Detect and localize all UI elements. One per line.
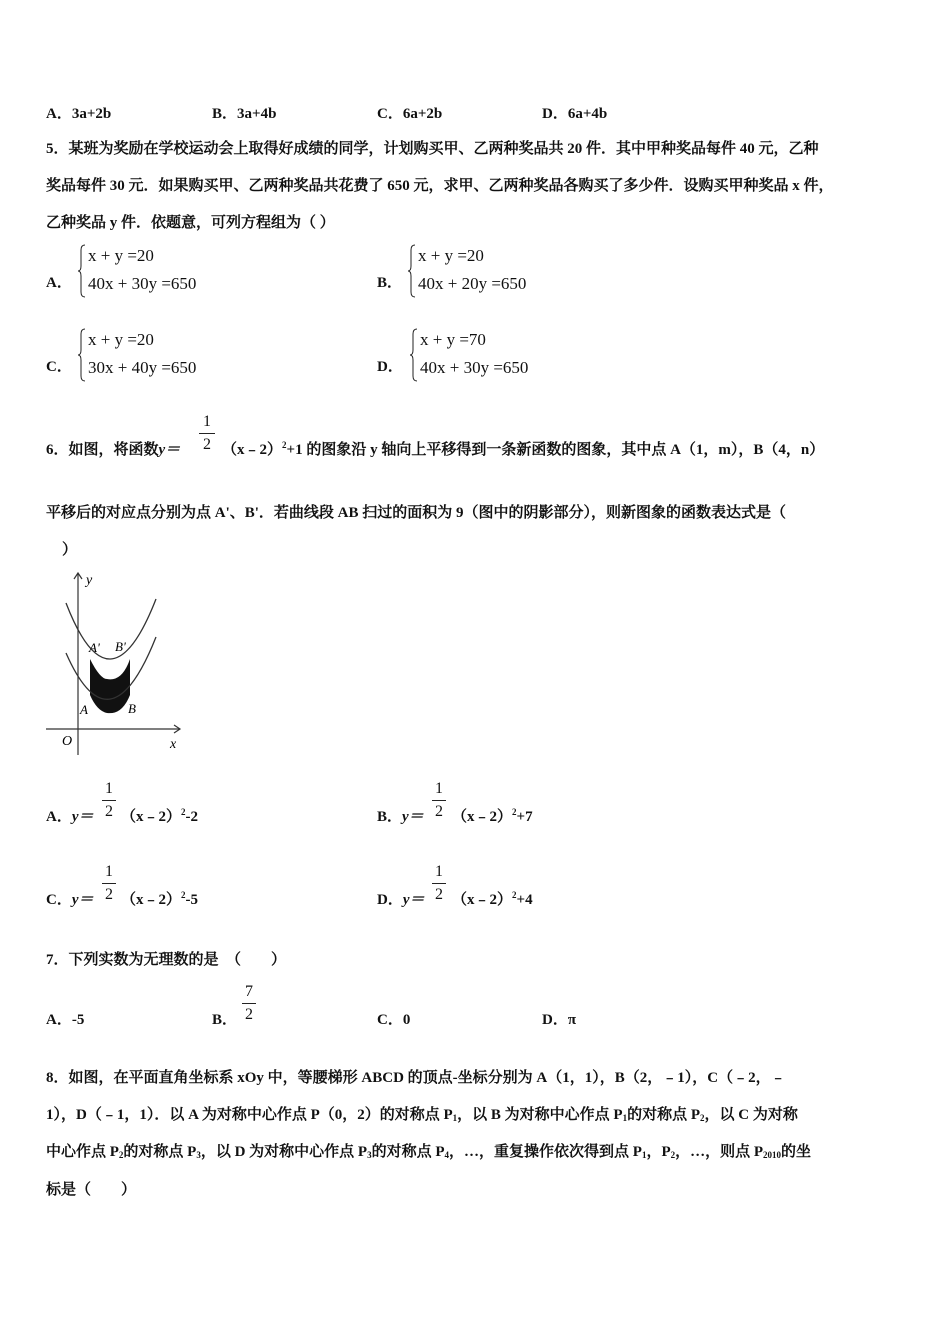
q6-option-a-tail: （x﹣2）$^2$-2 xyxy=(121,807,199,825)
brace-icon xyxy=(408,244,416,298)
y-axis-label: y xyxy=(86,573,93,588)
q6-option-b-fraction: 1 2 xyxy=(432,779,446,822)
q4-option-b: B．3a+4b xyxy=(212,106,277,122)
x-axis-label: x xyxy=(170,737,177,752)
q7-option-b: B． xyxy=(212,1012,238,1028)
q6-option-a-fraction: 1 2 xyxy=(102,779,116,822)
q7-option-d: D．π xyxy=(542,1012,577,1028)
point-b-prime-label: B' xyxy=(115,639,126,654)
q5-option-b-label: B． xyxy=(377,275,403,291)
q4-option-c: C．6a+2b xyxy=(377,106,443,122)
point-a-label: A xyxy=(80,702,88,717)
q8-stem-line1: 8．如图，在平面直角坐标系 xOy 中，等腰梯形 ABCD 的顶点-坐标分别为 A（1，1），B（2，﹣1），C（﹣2，﹣ xyxy=(46,1070,786,1086)
q6-option-a: A．y＝ xyxy=(46,809,94,825)
q6-option-c: C．y＝ xyxy=(46,892,94,908)
q5-option-d-label: D． xyxy=(377,359,403,375)
q7-option-c: C．0 xyxy=(377,1012,411,1028)
q4-option-d: D．6a+4b xyxy=(542,106,608,122)
q6-stem-tail: （x﹣2）$^2$+1 的图象沿 y 轴向上平移得到一条新函数的图象，其中点 A（1，m），B（4，n） xyxy=(222,440,825,458)
q6-parabola-figure xyxy=(42,567,192,757)
q6-option-d-tail: （x﹣2）$^2$+4 xyxy=(452,890,533,908)
upper-parabola xyxy=(66,599,156,659)
q6-option-d: D．y＝ xyxy=(377,892,425,908)
q6-option-c-fraction: 1 2 xyxy=(102,862,116,905)
brace-icon xyxy=(410,328,418,382)
q6-option-b-tail: （x﹣2）$^2$+7 xyxy=(452,807,533,825)
q5-stem-line1: 5．某班为奖励在学校运动会上取得好成绩的同学，计划购买甲、乙两种奖品共 20 件．其中甲种奖品每件 40 元，乙种 xyxy=(46,141,819,157)
q4-option-a: A．3a+2b xyxy=(46,106,112,122)
brace-icon xyxy=(78,328,86,382)
point-b-label: B xyxy=(128,701,136,716)
q6-stem-prefix: 6．如图，将函数y＝ xyxy=(46,442,181,458)
q5-option-c-label: C． xyxy=(46,359,72,375)
q8-stem-line2: 1），D（﹣1，1）．以 A 为对称中心作点 P（0，2）的对称点 $P_1$，以 B 为对称中心作点 $P_1$的对称点 $P_2$，以 C 为对称 xyxy=(46,1107,798,1123)
point-a-prime-label: A' xyxy=(89,640,100,655)
q7-option-b-fraction: 7 2 xyxy=(242,982,256,1025)
q8-stem-line4: 标是（ ） xyxy=(46,1182,137,1198)
q6-stem-fraction: 1 2 xyxy=(199,412,215,455)
q6-option-b: B．y＝ xyxy=(377,809,424,825)
shaded-region xyxy=(90,659,130,713)
q6-stem-line3: ） xyxy=(62,542,78,558)
q6-option-c-tail: （x﹣2）$^2$-5 xyxy=(121,890,199,908)
q6-stem-line2: 平移后的对应点分别为点 A'、B'．若曲线段 AB 扫过的面积为 9（图中的阴影部分），则新图象的函数表达式是（ xyxy=(46,505,787,521)
origin-label: O xyxy=(62,734,73,749)
q7-stem: 7．下列实数为无理数的是 （ ） xyxy=(46,952,287,968)
q6-option-d-fraction: 1 2 xyxy=(432,862,446,905)
brace-icon xyxy=(78,244,86,298)
q5-stem-line3: 乙种奖品 y 件．依题意，可列方程组为（ ） xyxy=(46,215,335,231)
q5-option-a-label: A． xyxy=(46,275,72,291)
q8-stem-line3: 中心作点 $P_2$的对称点 $P_3$，以 D 为对称中心作点 $P_3$的对称点 $P_4$，…，重复操作依次得到点 $P_1$，$P_2$，…，则点 $P_{2010}$的坐 xyxy=(46,1144,812,1160)
q5-stem-line2: 奖品每件 30 元．如果购买甲、乙两种奖品共花费了 650 元，求甲、乙两种奖品各购买了多少件．设购买甲种奖品 x 件， xyxy=(46,178,834,194)
q7-option-a: A．-5 xyxy=(46,1012,85,1028)
